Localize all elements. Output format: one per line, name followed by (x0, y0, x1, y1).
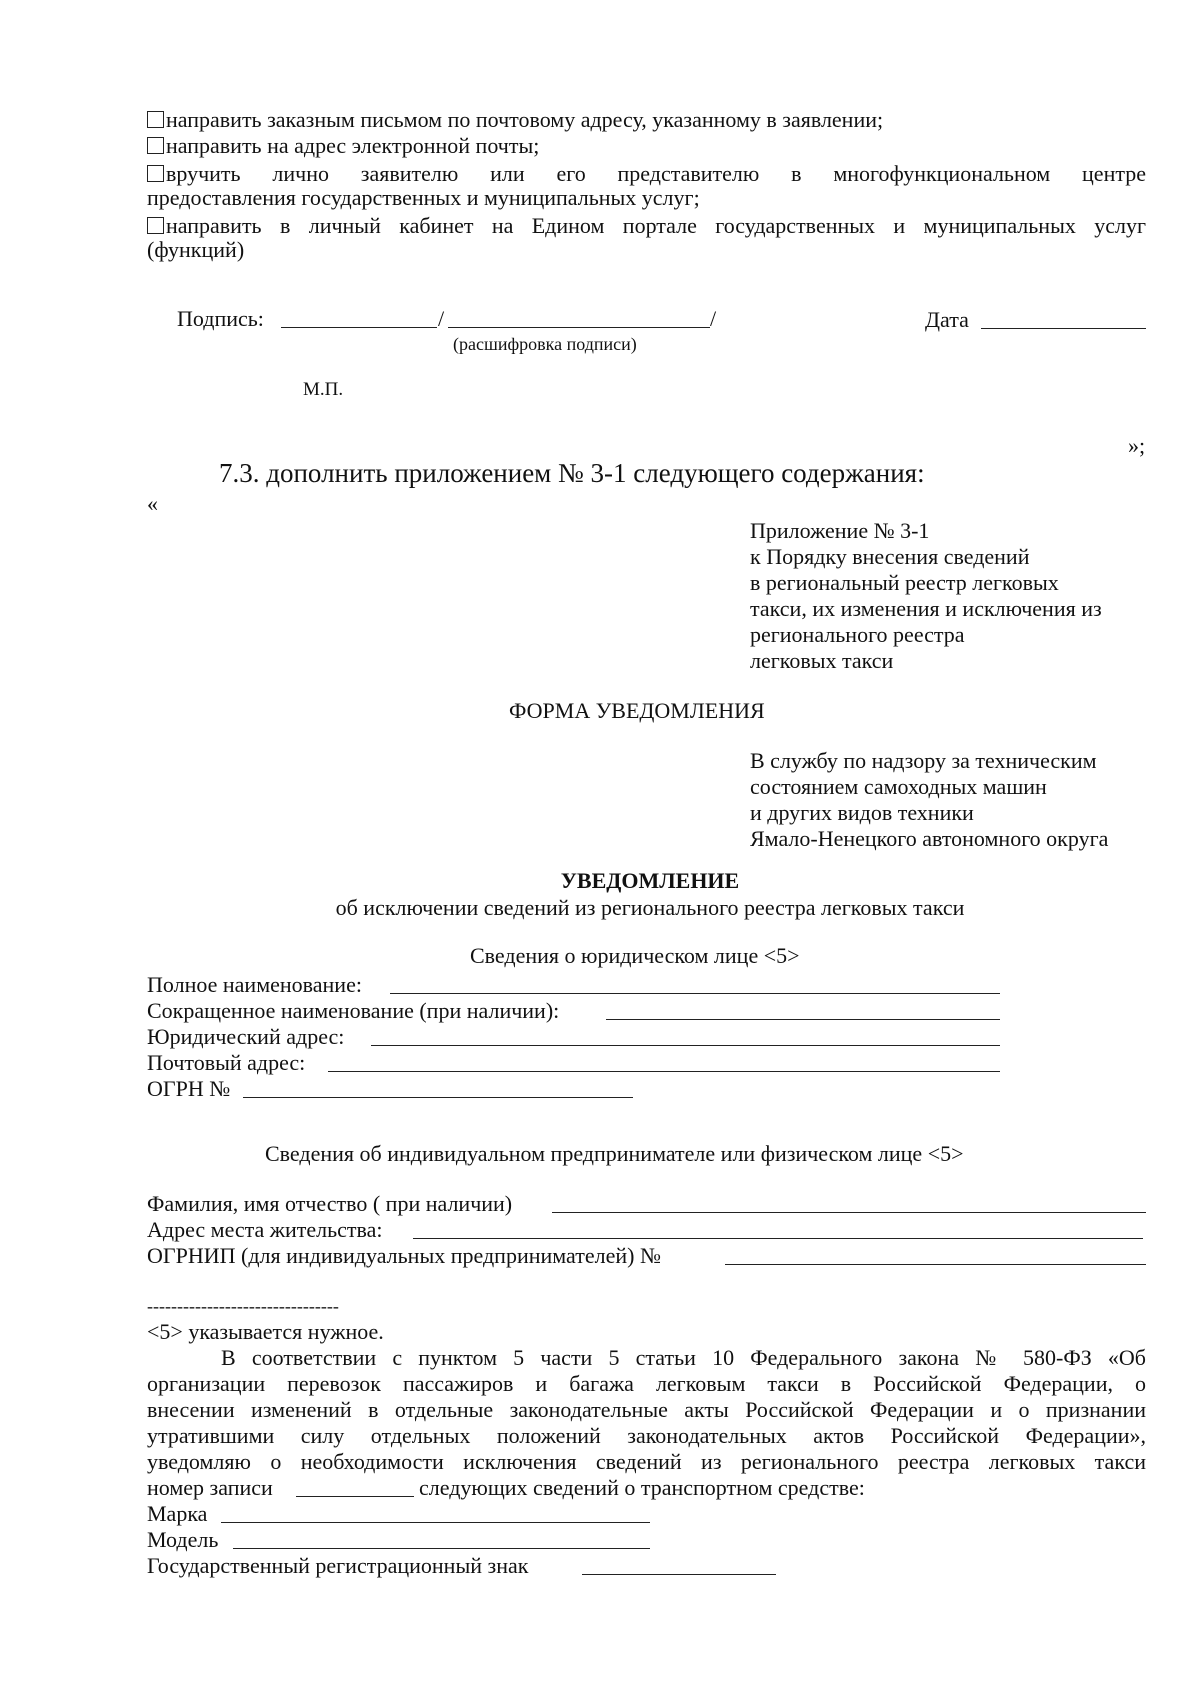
legal-address-field[interactable] (371, 1045, 1000, 1046)
signature-label: Подпись: (177, 306, 264, 331)
addressee-line: В службу по надзору за техническим (750, 748, 1097, 773)
model-label: Модель (147, 1527, 219, 1552)
legal-address-label: Юридический адрес: (147, 1024, 345, 1049)
ogrn-label: ОГРН № (147, 1076, 231, 1101)
delivery-option-portal: направить в личный кабинет на Едином портале государственных и муниципальных услуг (147, 213, 1146, 239)
appendix-line: Приложение № 3-1 (750, 518, 930, 543)
brand-field[interactable] (221, 1522, 650, 1523)
residence-label: Адрес места жительства: (147, 1217, 383, 1242)
body-line: организации перевозок пассажиров и багажа легковым такси в Российской Федерации, о (147, 1371, 1146, 1396)
addressee-line: и других видов техники (750, 800, 974, 825)
short-name-label: Сокращенное наименование (при наличии): (147, 998, 560, 1023)
appendix-line: регионального реестра (750, 622, 965, 647)
date-line[interactable] (981, 328, 1146, 329)
checkbox-icon[interactable] (147, 165, 164, 182)
signature-decode-caption: (расшифровка подписи) (453, 334, 637, 354)
addressee-line: Ямало-Ненецкого автономного округа (750, 826, 1109, 851)
residence-field[interactable] (413, 1238, 1143, 1239)
body-line: уведомляю о необходимости исключения сведений из регионального реестра легковых такси (147, 1449, 1146, 1474)
amendment-item: 7.3. дополнить приложением № 3-1 следующего содержания: (219, 458, 925, 488)
plate-field[interactable] (582, 1574, 776, 1575)
checkbox-icon[interactable] (147, 111, 164, 128)
open-quote: « (147, 491, 158, 516)
body-line: В соответствии с пунктом 5 части 5 статьи 10 Федерального закона № 580-ФЗ «Об (221, 1345, 1146, 1370)
notice-title: УВЕДОМЛЕНИЕ (560, 868, 740, 893)
body-line: следующих сведений о транспортном средстве: (419, 1475, 865, 1500)
addressee-line: состоянием самоходных машин (750, 774, 1047, 799)
delivery-option-mail: направить заказным письмом по почтовому адресу, указанному в заявлении; (147, 107, 883, 133)
short-name-field[interactable] (606, 1019, 1000, 1020)
notice-subtitle: об исключении сведений из регионального реестра легковых такси (335, 895, 965, 920)
checkbox-icon[interactable] (147, 217, 164, 234)
stamp-label: М.П. (303, 379, 344, 400)
ogrn-field[interactable] (243, 1097, 633, 1098)
close-quote: »; (1128, 433, 1146, 458)
body-line: утратившими силу отдельных положений законодательных актов Российской Федерации», (147, 1423, 1146, 1448)
form-title: ФОРМА УВЕДОМЛЕНИЯ (509, 698, 765, 723)
fio-label: Фамилия, имя отчество ( при наличии) (147, 1191, 513, 1216)
footnote-text: <5> указывается нужное. (147, 1319, 384, 1344)
postal-address-field[interactable] (328, 1071, 1000, 1072)
signature-decode-line[interactable] (448, 327, 710, 328)
footnote-separator: -------------------------------- (147, 1296, 339, 1316)
full-name-field[interactable] (390, 993, 1000, 994)
ogrnip-field[interactable] (725, 1264, 1146, 1265)
signature-slash: / (438, 306, 445, 331)
appendix-line: к Порядку внесения сведений (750, 544, 1030, 569)
appendix-line: такси, их изменения и исключения из (750, 596, 1102, 621)
postal-address-label: Почтовый адрес: (147, 1050, 306, 1075)
body-line: внесении изменений в отдельные законодательные акты Российской Федерации и о признании (147, 1397, 1146, 1422)
model-field[interactable] (233, 1548, 650, 1549)
delivery-option-portal-cont: (функций) (147, 237, 245, 262)
date-label: Дата (925, 307, 969, 332)
delivery-option-email: направить на адрес электронной почты; (147, 133, 539, 159)
individual-heading: Сведения об индивидуальном предпринимателе или физическом лице <5> (265, 1141, 964, 1166)
delivery-option-mfc-cont: предоставления государственных и муниципальных услуг; (147, 185, 700, 210)
appendix-line: в региональный реестр легковых (750, 570, 1059, 595)
signature-line[interactable] (281, 327, 437, 328)
record-number-field[interactable] (296, 1496, 414, 1497)
fio-field[interactable] (552, 1212, 1146, 1213)
record-number-label: номер записи (147, 1475, 273, 1500)
full-name-label: Полное наименование: (147, 972, 362, 997)
checkbox-icon[interactable] (147, 137, 164, 154)
delivery-option-mfc: вручить лично заявителю или его представителю в многофункциональном центре (147, 161, 1146, 187)
appendix-line: легковых такси (750, 648, 894, 673)
ogrnip-label: ОГРНИП (для индивидуальных предпринимателей) № (147, 1243, 661, 1268)
legal-entity-heading: Сведения о юридическом лице <5> (470, 943, 800, 968)
plate-label: Государственный регистрационный знак (147, 1553, 529, 1578)
signature-slash: / (710, 306, 717, 331)
brand-label: Марка (147, 1501, 208, 1526)
